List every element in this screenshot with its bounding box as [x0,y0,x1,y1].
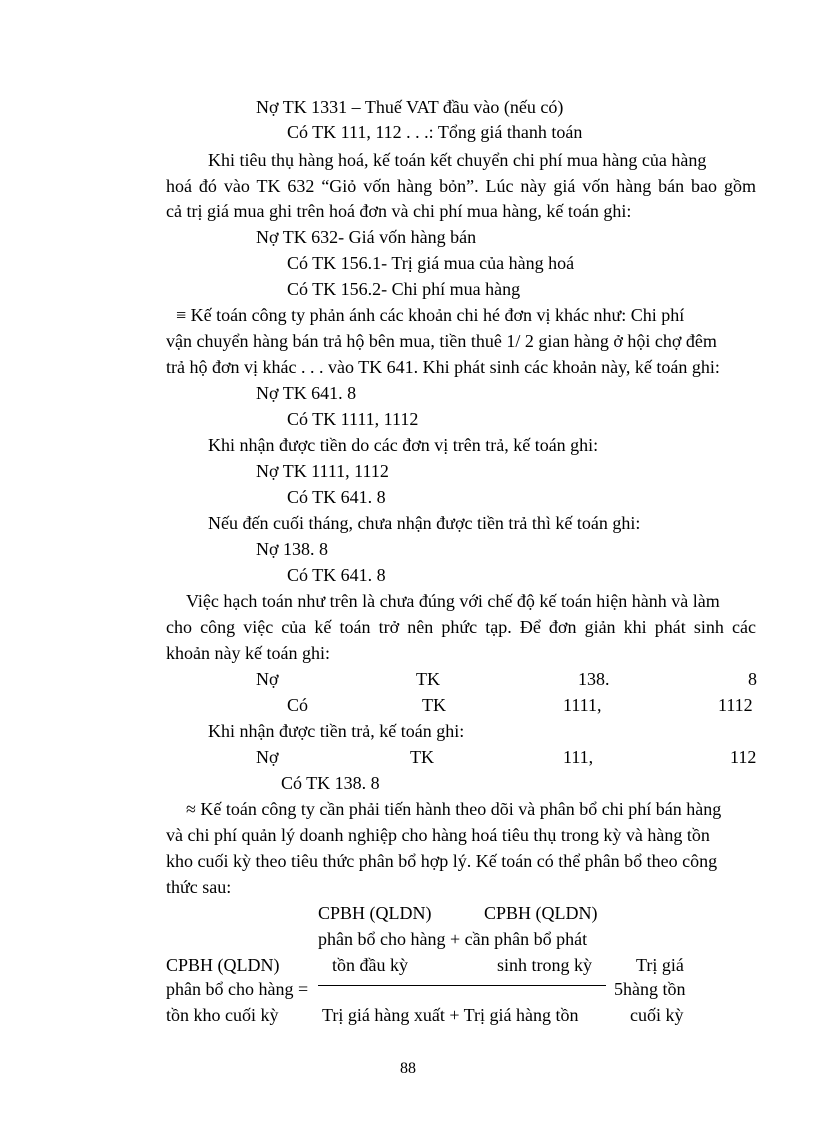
paragraph-line: trả hộ đơn vị khác . . . vào TK 641. Khi phát sinh các khoản này, kế toán ghi: [166,357,720,377]
paragraph-line: cho công việc của kế toán trở nên phức tạp. Để đơn giản khi phát sinh các [166,617,756,637]
row-cell: 138. [578,669,610,689]
formula-term: 5hàng tồn [614,979,686,999]
paragraph-line: thức sau: [166,877,232,897]
entry-credit-641-8: Có TK 641. 8 [287,487,386,507]
paragraph-line: vận chuyển hàng bán trả hộ bên mua, tiền thuê 1/ 2 gian hàng ở hội chợ đêm [166,331,717,351]
paragraph-line: Khi nhận được tiền trả, kế toán ghi: [208,721,465,741]
entry-debit-138-8: Nợ 138. 8 [256,539,329,559]
paragraph-line: ≡ Kế toán công ty phản ánh các khoản chi hé đơn vị khác như: Chi phí [176,305,685,325]
entry-credit-156-2: Có TK 156.2- Chi phí mua hàng [287,279,521,299]
paragraph-line: Việc hạch toán như trên là chưa đúng với chế độ kế toán hiện hành và làm [186,591,720,611]
paragraph-line: khoản này kế toán ghi: [166,643,330,663]
paragraph-line: cả trị giá mua ghi trên hoá đơn và chi phí mua hàng, kế toán ghi: [166,201,632,221]
entry-credit-111-112: Có TK 111, 112 . . .: Tổng giá thanh toán [287,122,583,142]
row-cell: 111, [563,747,594,767]
paragraph-line: hoá đó vào TK 632 “Giỏ vốn hàng bỏn”. Lúc này giá vốn hàng bán bao gồm [166,176,756,196]
paragraph-line: Nếu đến cuối tháng, chưa nhận được tiền trả thì kế toán ghi: [208,513,641,533]
paragraph-line: Khi tiêu thụ hàng hoá, kế toán kết chuyển chi phí mua hàng của hàng [208,150,707,170]
paragraph-line: ≈ Kế toán công ty cần phải tiến hành theo dõi và phân bổ chi phí bán hàng [186,799,722,819]
row-cell: 1111, [563,695,602,715]
entry-debit-632: Nợ TK 632- Giá vốn hàng bán [256,227,477,247]
formula-term: tồn kho cuối kỳ [166,1005,279,1025]
row-cell: 1112 [718,695,753,715]
entry-credit-1111-1112: Có TK 1111, 1112 [287,409,419,429]
formula-term: CPBH (QLDN) [166,955,280,975]
row-cell: 112 [730,747,757,767]
row-cell: 8 [748,669,757,689]
entry-debit-1111-1112: Nợ TK 1111, 1112 [256,461,389,481]
paragraph-line: kho cuối kỳ theo tiêu thức phân bổ hợp lý. Kế toán có thể phân bổ theo công [166,851,718,871]
formula-term: cuối kỳ [630,1005,684,1025]
formula-term: Trị giá [636,955,684,975]
formula-term: phân bổ cho hàng + cần phân bổ phát [318,929,588,949]
formula-term: CPBH (QLDN) [318,903,432,923]
row-cell: Có [287,695,309,715]
formula-term: tồn đầu kỳ [332,955,408,975]
entry-credit-641-8: Có TK 641. 8 [287,565,386,585]
fraction-bar [318,985,606,986]
paragraph-line: Khi nhận được tiền do các đơn vị trên trả, kế toán ghi: [208,435,599,455]
formula-term: phân bổ cho hàng = [166,979,309,999]
row-cell: Nợ [256,669,279,689]
page-number: 88 [400,1060,416,1077]
row-cell: TK [422,695,446,715]
entry-debit-1331: Nợ TK 1331 – Thuế VAT đầu vào (nếu có) [256,97,564,117]
row-cell: Nợ [256,747,279,767]
entry-debit-641-8: Nợ TK 641. 8 [256,383,357,403]
entry-credit-156-1: Có TK 156.1- Trị giá mua của hàng hoá [287,253,575,273]
row-cell: TK [416,669,440,689]
paragraph-line: và chi phí quản lý doanh nghiệp cho hàng hoá tiêu thụ trong kỳ và hàng tồn [166,825,710,845]
formula-term: Trị giá hàng xuất + Trị giá hàng tồn [322,1005,579,1025]
formula-term: sinh trong kỳ [497,955,593,975]
row-cell: TK [410,747,434,767]
entry-credit-138-8: Có TK 138. 8 [281,773,380,793]
formula-term: CPBH (QLDN) [484,903,598,923]
